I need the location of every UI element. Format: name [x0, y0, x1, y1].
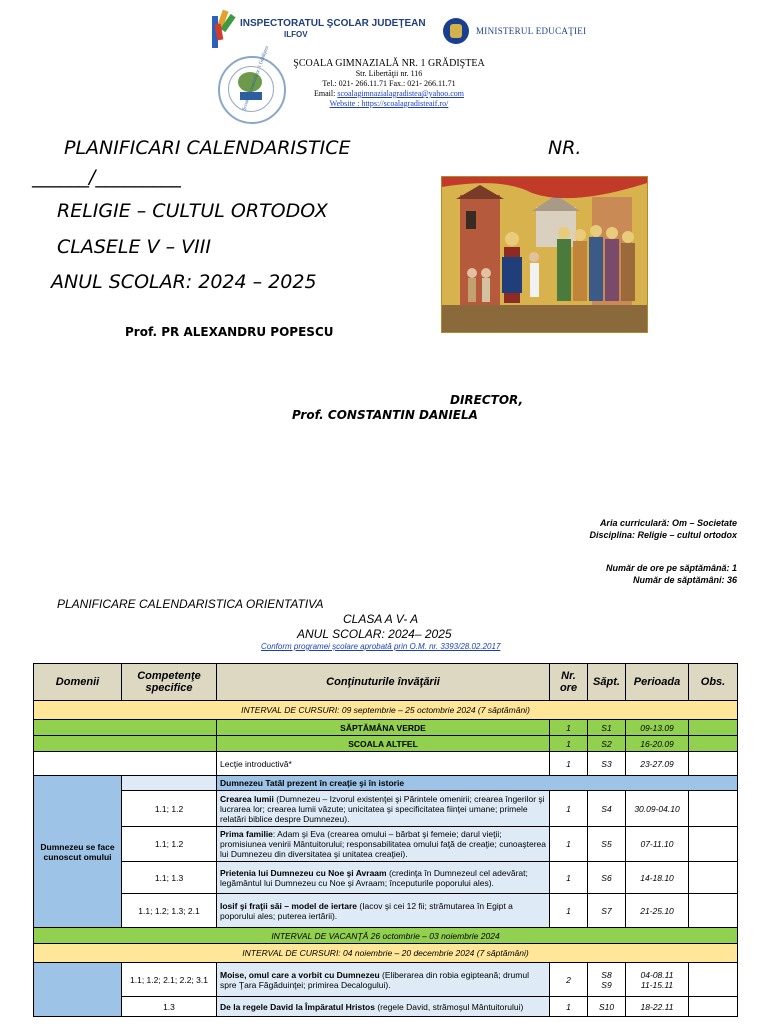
header-continuturi: Conţinuturile învăţării: [217, 664, 550, 701]
plan-year: ANUL SCOLAR: 2024– 2025: [297, 627, 452, 641]
school-emblem-text: Şcoala Gimnazială nr. 1 Grădiştea: [242, 45, 271, 112]
table-row: Lecţie introductivă* 1 S3 23-27.09: [34, 752, 738, 776]
isj-name: INSPECTORATUL ŞCOLAR JUDEŢEAN: [240, 18, 426, 29]
table-row: 1.1; 1.2 Crearea lumii (Dumnezeu – Izvorul existenţei şi Părintele omenirii; crearea îngerilor şi lucrarea lor; crearea lumii văzute; unicitatea şi specificitatea fiinţei umane; primele relatări biblice despre Dumnezeu). 1 S4 30.09-04.10: [34, 791, 738, 827]
table-row: 1.1; 1.3 Prietenia lui Dumnezeu cu Noe şi Avraam (credinţa în Dumnezeul cel adevărat; legământul lui Dumnezeu cu Noe şi Avraam; începuturile poporului ales). 1 S6 14-18.10: [34, 862, 738, 894]
scoala-altfel: SCOALA ALTFEL: [217, 736, 550, 752]
school-emblem: [218, 45, 286, 124]
aria-curriculara: Aria curriculară: Om – Societate: [599, 518, 737, 528]
hours-info: [606, 562, 737, 586]
plan-heading: PLANIFICARE CALENDARISTICA ORIENTATIVA: [57, 597, 324, 611]
table-header-row: [34, 664, 738, 701]
header-domenii: Domenii: [34, 664, 122, 701]
director-label: DIRECTOR,: [450, 393, 524, 407]
isj-emblem-icon: [210, 10, 236, 48]
header-obs: Obs.: [689, 664, 738, 701]
doc-nr-blank: ______/_________: [32, 166, 181, 188]
domain-cell: Dumnezeu se face cunoscut omului: [34, 776, 122, 928]
vacanta: INTERVAL DE VACANŢĂ 26 octombrie – 03 noiembrie 2024: [34, 928, 738, 944]
school-name: ŞCOALA GIMNAZIALĂ NR. 1 GRĂDIŞTEA: [293, 58, 485, 69]
header-sapt: Săpt.: [588, 664, 626, 701]
interval-row: [34, 701, 738, 720]
school-address: Str. Libertăţii nr. 116: [355, 69, 423, 78]
lectie-introductiva: Lecţie introductivă*: [217, 752, 550, 776]
director-name: Prof. CONSTANTIN DANIELA: [292, 408, 478, 422]
isj-county: ILFOV: [284, 30, 308, 39]
isj-logo: [210, 8, 426, 50]
vacation-row: [34, 928, 738, 944]
ministry-name: MINISTERUL EDUCAŢIEI: [476, 26, 587, 36]
section-row: [34, 776, 738, 791]
header-perioada: Perioada: [626, 664, 689, 701]
table-row: 1.1; 1.2; 1.3; 2.1 Iosif şi fraţii săi – model de iertare (Iacov şi cei 12 fii; strămutarea în Egipt a poporului ales; puterea iertării). 1 S7 21-25.10: [34, 894, 738, 928]
email-label: Email:: [314, 89, 336, 98]
interval-1: INTERVAL DE CURSURI: 09 septembrie – 25 octombrie 2024 (7 săptămâni): [34, 701, 738, 720]
doc-title: PLANIFICARI CALENDARISTICE: [64, 137, 351, 159]
program-reference-link[interactable]: Conform programei şcolare aprobată prin O.M. nr. 3393/28.02.2017: [261, 642, 501, 651]
section-title: Dumnezeu Tatăl prezent în creaţie şi în istorie: [217, 776, 738, 791]
table-row: 1.1; 1.2 Prima familie: Adam şi Eva (crearea omului – bărbat şi femeie; darul vieţii; promisiunea venirii Mântuitorului; responsabilitatea omului faţă de creaţie; cunoaşterea lui Dumnezeu din diversitatea şi unitatea creaţiei). 1 S5 07-11.10: [34, 827, 738, 862]
saptamana-verde: SĂPTĂMÂNA VERDE: [217, 720, 550, 736]
plan-class: CLASA A V- A: [343, 612, 419, 626]
numar-saptamani: Număr de săptămâni: 36: [632, 575, 737, 585]
table-row: SĂPTĂMÂNA VERDE 1 S1 09-13.09: [34, 720, 738, 736]
email-link[interactable]: scoalagimnazialagradistea@yahoo.com: [337, 89, 464, 98]
table-row: 1.3 De la regele David la Împăratul Hristos (regele David, strămoşul Mântuitorului) 1 S10 18-22.11: [34, 997, 738, 1017]
doc-subject: RELIGIE – CULTUL ORTODOX: [57, 200, 328, 222]
header-competente: Competenţe specifice: [122, 664, 217, 701]
ore-saptamana: Număr de ore pe săptămână: 1: [605, 563, 737, 573]
table-row: SCOALA ALTFEL 1 S2 16-20.09: [34, 736, 738, 752]
interval-2: INTERVAL DE CURSURI: 04 noiembrie – 20 decembrie 2024 (7 săptămâni): [34, 944, 738, 963]
doc-year: ANUL SCOLAR: 2024 – 2025: [51, 271, 317, 293]
teacher-name: Prof. PR ALEXANDRU POPESCU: [125, 325, 334, 339]
religious-icon-image: [441, 176, 648, 333]
doc-nr-label: NR.: [548, 137, 582, 159]
ministry-seal-icon: [443, 18, 469, 44]
table-row: 1.1; 1.2; 2.1; 2.2; 3.1 Moise, omul care a vorbit cu Dumnezeu (Eliberarea din robia egipteană; drumul spre Ţara Făgăduinţei; primirea Decalogului). 2 S8 S9 04-08.11 11-15.11: [34, 963, 738, 997]
school-info: [289, 58, 489, 109]
interval-row: [34, 944, 738, 963]
ministry-logo: [443, 18, 608, 46]
course-info: [589, 517, 737, 541]
doc-classes: CLASELE V – VIII: [57, 236, 211, 258]
header-nr-ore: Nr. ore: [550, 664, 588, 701]
school-phone: Tel.: 021- 266.11.71 Fax.: 021- 266.11.71: [322, 79, 456, 88]
website-link[interactable]: Website : https://scoalagradisteaif.ro/: [329, 99, 449, 108]
planning-table: [33, 663, 738, 1017]
disciplina: Disciplina: Religie – cultul ortodox: [589, 530, 737, 540]
